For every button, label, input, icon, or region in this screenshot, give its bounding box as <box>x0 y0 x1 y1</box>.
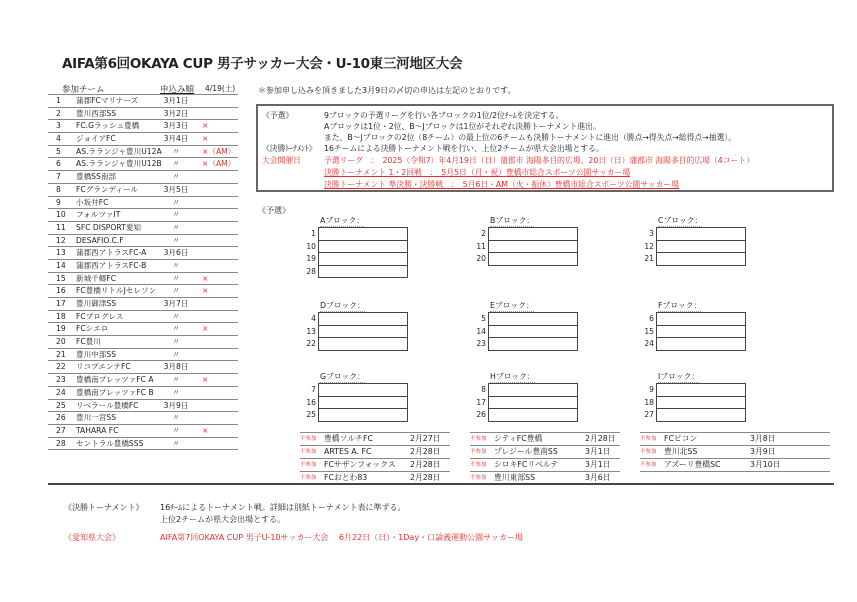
block-slot <box>306 253 408 266</box>
team-name: SFC DISPORT愛知 <box>76 222 141 232</box>
team-name: 蒲郡FCマリナーズ <box>76 96 139 105</box>
team-name: DESAFIO.C.F <box>76 235 124 245</box>
nonparticipant-date: 3月1日 <box>585 447 611 456</box>
team-name: AS.ラランジャ豊川U12A <box>76 146 162 156</box>
nonparticipant-tag: 不参加 <box>470 436 487 442</box>
notice-text: ＊参加申し込みを頂きました3月9日の〆切の申込は左記のとおりです。 <box>258 86 516 95</box>
team-number: 18 <box>56 311 66 321</box>
team-column-header: 参加チーム <box>62 85 105 95</box>
block-slot-number: 23 <box>476 339 486 348</box>
team-date: 〃 <box>172 438 180 448</box>
team-name: FC豊橋リトルJセレソン <box>76 286 157 296</box>
team-number: 5 <box>56 146 61 156</box>
nonparticipant-tag: 不参加 <box>300 462 317 468</box>
block-slot-number: 10 <box>306 241 316 251</box>
team-mark: × <box>202 286 209 296</box>
yosen-line-3: また、B～Jブロックの2位（8チーム）の最上位の6チームも決勝トーナメントに進出（勝点→得失点→総得点→抽選）。 <box>324 133 737 142</box>
team-number: 13 <box>56 248 66 258</box>
team-name: セントラル豊橋SSS <box>76 438 144 448</box>
team-row <box>48 222 238 235</box>
team-date: 〃 <box>172 286 180 296</box>
team-number: 26 <box>56 413 66 423</box>
team-row <box>48 260 238 273</box>
nonparticipant-name: 豊川北SS <box>664 447 698 456</box>
nonparticipant-tag: 不参加 <box>470 462 487 468</box>
block-slot-number: 27 <box>644 410 654 419</box>
team-date: 〃 <box>172 273 180 283</box>
block-slot <box>311 312 408 326</box>
block-slot-number: 21 <box>644 254 654 263</box>
block-slot-number: 2 <box>481 229 486 238</box>
info-box <box>256 104 834 192</box>
block-slot <box>476 326 578 339</box>
nonparticipant-name: 豊橋ソルチFC <box>324 434 373 443</box>
team-name: 豊橋南プレッツァFC A <box>76 375 154 385</box>
block-slot-number: 18 <box>644 397 654 407</box>
page-title: AIFA第6回OKAYA CUP 男子サッカー大会・U-10東三河地区大会 <box>62 56 463 72</box>
team-number: 28 <box>56 438 66 448</box>
block-slot <box>476 397 578 410</box>
block-slot <box>476 409 578 422</box>
team-name: FC豊川 <box>76 337 101 347</box>
team-number: 22 <box>56 362 66 372</box>
dates-line-1: 予選リーグ ： 2025（令和7）年4月19日（日）蒲郡市 海陽多目的広場、20日（日）蒲郡市 海陽多目的広場（4コート） <box>324 156 754 165</box>
block-slot <box>476 241 578 254</box>
team-row <box>48 349 238 362</box>
team-mark: ×（AM） <box>202 146 236 156</box>
block-a <box>306 216 408 278</box>
team-date: 3月1日 <box>163 96 189 105</box>
dates-label: 大会開催日 <box>262 156 301 165</box>
team-row <box>48 146 238 159</box>
block-label: Aブロック： <box>320 216 365 225</box>
team-number: 27 <box>56 425 66 435</box>
nonparticipant-tag: 不参加 <box>640 436 657 442</box>
nonparticipant-tag: 不参加 <box>470 449 487 455</box>
team-name: リコプエンテFC <box>76 362 131 372</box>
nonparticipant-date: 3月6日 <box>585 473 611 482</box>
team-row <box>48 247 238 260</box>
team-number: 10 <box>56 210 66 220</box>
block-slot <box>644 326 746 339</box>
team-date: 3月9日 <box>163 400 189 410</box>
team-date: 〃 <box>172 159 180 169</box>
team-row <box>48 108 238 121</box>
team-row <box>48 273 238 286</box>
team-number: 3 <box>56 121 61 131</box>
team-number: 7 <box>56 172 61 182</box>
team-name: フォルツァIT <box>76 210 121 220</box>
team-row <box>48 438 238 451</box>
team-row <box>48 133 238 146</box>
team-row <box>48 298 238 311</box>
block-label: Fブロック： <box>658 301 702 310</box>
nonparticipant-tag: 不参加 <box>470 475 487 481</box>
block-slot <box>306 338 408 351</box>
block-slot <box>306 409 408 422</box>
team-mark: × <box>202 273 209 283</box>
team-mark: × <box>202 121 209 131</box>
team-row <box>48 323 238 336</box>
team-date: 3月5日 <box>163 184 189 194</box>
team-name: ジョイアFC <box>76 134 116 144</box>
block-slot <box>311 383 408 397</box>
block-slot-number: 11 <box>476 241 486 251</box>
nonparticipant-name: シロキFCリベルテ <box>494 460 559 469</box>
nonparticipant-date: 3月8日 <box>750 434 776 443</box>
team-number: 20 <box>56 337 66 347</box>
block-slot <box>644 338 746 351</box>
nonparticipant-date: 2月28日 <box>410 460 441 469</box>
team-name: 豊川一宮SS <box>76 413 117 423</box>
nonparticipant-column <box>640 432 830 472</box>
team-row <box>48 120 238 133</box>
block-slot-number: 1 <box>311 229 316 238</box>
nonparticipant-name: シティFC豊橋 <box>494 434 543 443</box>
block-slot-number: 26 <box>476 410 486 419</box>
block-slot-number: 5 <box>481 314 486 323</box>
team-number: 16 <box>56 286 66 296</box>
block-slot <box>306 397 408 410</box>
tournament-label: 《決勝ﾄｰﾅﾒﾝﾄ》 <box>262 144 317 153</box>
team-date: 〃 <box>172 413 180 423</box>
team-number: 25 <box>56 400 66 410</box>
nonparticipant-name: 豊川東部SS <box>494 473 536 482</box>
nonparticipant-row <box>640 446 830 459</box>
yosen-heading: 《予選》 <box>258 206 290 215</box>
block-label: Cブロック： <box>658 216 703 225</box>
team-date: 〃 <box>172 375 180 385</box>
nonparticipant-date: 2月28日 <box>410 447 441 456</box>
block-label: Dブロック： <box>320 301 365 310</box>
team-date: 3月3日 <box>163 121 189 131</box>
block-slot-number: 25 <box>306 410 316 419</box>
team-mark: × <box>202 425 209 435</box>
team-row <box>48 94 238 108</box>
team-number: 4 <box>56 134 61 144</box>
team-number: 9 <box>56 197 61 207</box>
team-number: 2 <box>56 108 61 118</box>
block-i <box>644 372 746 422</box>
nonparticipant-row <box>640 432 830 446</box>
team-name: リベラール豊橋FC <box>76 400 139 410</box>
block-slot-number: 20 <box>476 254 486 263</box>
team-name: 蒲郡西アトラスFC-B <box>76 260 147 270</box>
block-slot <box>644 241 746 254</box>
nonparticipant-date: 3月9日 <box>750 447 776 456</box>
team-row <box>48 412 238 425</box>
block-slot <box>306 326 408 339</box>
nonparticipant-tag: 不参加 <box>300 436 317 442</box>
team-row <box>48 235 238 248</box>
team-name: 豊川西部SS <box>76 108 117 118</box>
team-name: TAHARA FC <box>76 425 119 435</box>
block-slot <box>476 338 578 351</box>
team-row <box>48 400 238 413</box>
divider <box>48 483 834 485</box>
team-date: 3月2日 <box>163 108 189 118</box>
yosen-label: 《予選》 <box>262 111 294 120</box>
block-slot-number: 15 <box>644 326 654 336</box>
tournament-line: 16チームによる決勝トーナメント戦を行い、上位2チームが県大会出場とする。 <box>324 144 604 153</box>
team-row <box>48 184 238 197</box>
team-number: 1 <box>56 96 61 105</box>
team-date: 〃 <box>172 146 180 156</box>
nonparticipant-tag: 不参加 <box>300 449 317 455</box>
block-slot-number: 7 <box>311 385 316 394</box>
block-slot <box>481 312 578 326</box>
block-label: Eブロック： <box>490 301 534 310</box>
team-date: 〃 <box>172 349 180 359</box>
team-number: 6 <box>56 159 61 169</box>
block-slot <box>644 409 746 422</box>
team-name: 小坂井FC <box>76 197 109 207</box>
block-slot-number: 4 <box>311 314 316 323</box>
team-row <box>48 311 238 324</box>
team-row <box>48 209 238 222</box>
block-label: Gブロック： <box>320 372 365 381</box>
block-slot-number: 17 <box>476 397 486 407</box>
nonparticipant-name: プレジール豊南SS <box>494 447 558 456</box>
team-row <box>48 387 238 400</box>
block-f <box>644 301 746 351</box>
block-slot-number: 6 <box>649 314 654 323</box>
team-mark: × <box>202 324 209 334</box>
block-h <box>476 372 578 422</box>
block-slot-number: 8 <box>481 385 486 394</box>
team-date: 〃 <box>172 324 180 334</box>
block-label: Bブロック： <box>490 216 535 225</box>
nonparticipant-row <box>300 446 450 459</box>
team-mark: ×（AM） <box>202 159 236 169</box>
footer-tournament-line-1: 16ﾁｰﾑによるトーナメント戦。詳細は別紙トーナメント表に準ずる。 <box>160 503 406 512</box>
dates-line-2: 決勝トーナメント 1・2回戦 ： 5月5日（月・祝）豊橋市総合スポーツ公園サッカー場 <box>324 168 631 177</box>
team-name: FCプログレス <box>76 311 124 321</box>
block-label: Hブロック： <box>490 372 535 381</box>
block-slot <box>481 383 578 397</box>
nonparticipant-column <box>470 432 620 485</box>
nonparticipant-name: FCおとわ83 <box>324 473 368 482</box>
block-slot <box>306 266 408 279</box>
team-date: 〃 <box>172 337 180 347</box>
footer-pref-label: 《愛知県大会》 <box>64 533 120 542</box>
footer-pref-line: AIFA第7回OKAYA CUP 男子U-10サッカー大会 6月22日（日）・1Day・口論義運動公園サッカー場 <box>160 533 523 542</box>
block-d <box>306 301 408 351</box>
order-column-header: 申込み順 <box>160 85 195 95</box>
team-number: 8 <box>56 184 61 194</box>
team-date: 3月6日 <box>163 248 189 258</box>
nonparticipant-row <box>300 432 450 446</box>
block-slot <box>644 397 746 410</box>
nonparticipant-date: 2月28日 <box>585 434 616 443</box>
team-date: 〃 <box>172 172 180 182</box>
footer-tournament-line-2: 上位2チームが県大会出場とする。 <box>160 515 286 524</box>
block-slot-number: 22 <box>306 339 316 348</box>
team-date: 3月7日 <box>163 299 189 308</box>
team-number: 11 <box>56 222 66 232</box>
yosen-line-2: Aブロックは1位・2位、B～Jブロックは1位がそれぞれ決勝トーナメント進出。 <box>324 122 601 131</box>
team-name: 豊橋南プレッツァFC B <box>76 387 154 397</box>
nonparticipant-row <box>470 432 620 446</box>
team-name: 新城千郷FC <box>76 273 117 283</box>
nonparticipant-date: 3月1日 <box>585 460 611 469</box>
team-date: 〃 <box>172 387 180 397</box>
nonparticipant-tag: 不参加 <box>300 475 317 481</box>
team-date: 〃 <box>172 425 180 435</box>
team-list <box>48 94 238 450</box>
block-slot <box>649 383 746 397</box>
team-name: AS.ラランジャ豊川U12B <box>76 159 162 169</box>
team-row <box>48 336 238 349</box>
team-row <box>48 171 238 184</box>
team-date: 〃 <box>172 235 180 245</box>
team-mark: × <box>202 134 209 144</box>
team-date: 〃 <box>172 197 180 207</box>
block-slot-number: 24 <box>644 339 654 348</box>
team-number: 23 <box>56 375 66 385</box>
nonparticipant-date: 2月27日 <box>410 434 441 443</box>
team-name: 豊川御津SS <box>76 299 117 308</box>
nonparticipant-name: FCピコン <box>664 434 698 443</box>
nonparticipant-name: ARTES A. FC <box>324 447 372 456</box>
dates-line-3: 決勝トーナメント 準決勝・決勝戦 ： 5月6日・AM（火・振休）豊橋市総合スポーツ公園サッカー場 <box>324 180 680 189</box>
block-slot <box>649 312 746 326</box>
block-slot-number: 9 <box>649 385 654 394</box>
team-name: 豊川中部SS <box>76 349 117 359</box>
team-number: 15 <box>56 273 66 283</box>
team-name: 豊橋SS南部 <box>76 172 117 182</box>
block-b <box>476 216 578 266</box>
block-e <box>476 301 578 351</box>
team-number: 24 <box>56 387 66 397</box>
nonparticipant-row <box>470 446 620 459</box>
team-row <box>48 374 238 387</box>
nonparticipant-tag: 不参加 <box>640 449 657 455</box>
team-row <box>48 361 238 374</box>
block-slot <box>481 227 578 241</box>
block-slot-number: 3 <box>649 229 654 238</box>
block-slot <box>644 253 746 266</box>
team-date: 〃 <box>172 222 180 232</box>
nonparticipant-date: 2月28日 <box>410 473 441 482</box>
block-g <box>306 372 408 422</box>
team-date: 〃 <box>172 311 180 321</box>
block-slot <box>649 227 746 241</box>
date-column-header: 4/19(土) <box>205 84 236 93</box>
team-number: 14 <box>56 260 66 270</box>
block-slot-number: 16 <box>306 397 316 407</box>
footer-tournament-label: 《決勝トーナメント》 <box>64 503 144 512</box>
team-row <box>48 285 238 298</box>
block-label: Iブロック： <box>658 372 700 381</box>
nonparticipant-row <box>640 459 830 472</box>
team-date: 〃 <box>172 260 180 270</box>
nonparticipant-tag: 不参加 <box>640 462 657 468</box>
nonparticipant-column <box>300 432 450 485</box>
block-slot <box>306 241 408 254</box>
block-slot-number: 13 <box>306 326 316 336</box>
nonparticipant-row <box>470 459 620 472</box>
team-number: 17 <box>56 299 66 308</box>
block-slot-number: 14 <box>476 326 486 336</box>
block-c <box>644 216 746 266</box>
team-name: FC.Gラッシュ豊橋 <box>76 121 140 131</box>
team-row <box>48 158 238 171</box>
team-mark: × <box>202 375 209 385</box>
nonparticipant-date: 3月10日 <box>750 460 781 469</box>
team-name: FCグランディール <box>76 184 139 194</box>
yosen-line-1: 9ブロックの予選リーグを行い各ブロックの1位/2位ﾁｰﾑを決定する。 <box>324 111 564 120</box>
team-number: 12 <box>56 235 66 245</box>
team-name: FCシエロ <box>76 324 109 334</box>
team-row <box>48 197 238 210</box>
block-slot-number: 28 <box>306 266 316 276</box>
nonparticipant-row <box>300 459 450 472</box>
team-number: 19 <box>56 324 66 334</box>
team-name: 蒲郡西アトラスFC-A <box>76 248 147 258</box>
team-number: 21 <box>56 349 66 359</box>
block-slot-number: 12 <box>644 241 654 251</box>
team-row <box>48 425 238 438</box>
block-slot <box>311 227 408 241</box>
nonparticipant-name: アズーリ豊橋SC <box>664 460 721 469</box>
team-date: 3月8日 <box>163 362 189 372</box>
block-slot-number: 19 <box>306 254 316 263</box>
team-date: 〃 <box>172 210 180 220</box>
nonparticipant-name: FCサザンフォックス <box>324 460 396 469</box>
block-slot <box>476 253 578 266</box>
team-date: 3月4日 <box>163 134 189 144</box>
